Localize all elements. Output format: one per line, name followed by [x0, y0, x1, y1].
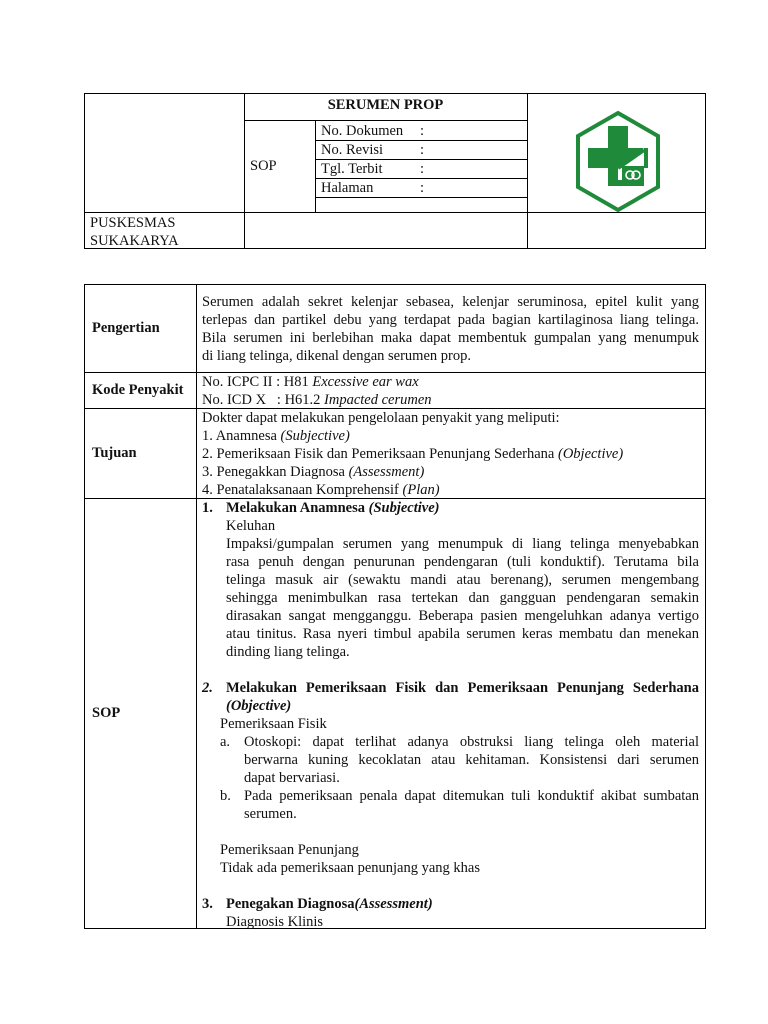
row-label-kode-penyakit: Kode Penyakit — [92, 382, 184, 398]
sop-step-3-sub: Diagnosis Klinis — [226, 914, 324, 930]
sop-label: SOP — [250, 158, 277, 174]
org-name-line1: PUSKESMAS — [90, 215, 176, 231]
sop-step-1-title: 1. Melakukan Anamnesa (Subjective) — [202, 500, 440, 516]
row-label-tujuan: Tujuan — [92, 445, 137, 461]
field-halaman: Halaman — [321, 180, 374, 196]
sop-step-3-title: 3. Penegakan Diagnosa(Assessment) — [202, 896, 433, 912]
pengertian-text: Serumen adalah sekret kelenjar sebasea, kelenjar seruminosa, epitel kulit yang terlepas dan partikel debu yang terdapat pada bagian kartilaginosa liang telinga. Bila serumen ini berlebihan maka dapat membentuk gumpalan yang menumpuk di liang telinga, dikenal dengan serumen prop. — [202, 294, 699, 364]
field-no-revisi: No. Revisi — [321, 142, 384, 158]
field-sep: : — [420, 123, 425, 139]
sop-step-2-item-a: a. Otoskopi: dapat terlihat adanya obstruksi liang telinga oleh material berwarna kuning kecoklatan atau kehitaman. Konsistensi dari serumen dapat bervariasi. — [220, 734, 699, 786]
sop-step-2-body: Pemeriksaan Fisik a. Otoskopi: dapat terlihat adanya obstruksi liang telinga oleh material berwarna kuning kecoklatan atau kehitaman. Konsistensi dari serumen dapat bervariasi. b. Pada pemeriksaan penala dapat ditemukan tuli konduktif akibat sumbatan serumen. Pemeriksaan Penunjang Tidak ada pemeriksaan penunjang yang khas — [220, 716, 699, 876]
field-no-dokumen: No. Dokumen — [321, 123, 404, 139]
row-label-sop: SOP — [92, 705, 121, 721]
sop-table — [84, 284, 706, 929]
tujuan-text: Dokter dapat melakukan pengelolaan penyakit yang meliputi: 1. Anamnesa (Subjective) 2. Pemeriksaan Fisik dan Pemeriksaan Penunjang Sederhana (Objective) 3. Penegakkan Diagnosa (Assessment) 4. Penatalaksanaan Komprehensif (Plan) — [202, 410, 624, 498]
row-label-pengertian: Pengertian — [92, 320, 160, 336]
org-name-line2: SUKAKARYA — [90, 233, 179, 249]
field-sep: : — [420, 180, 425, 196]
sop-step-1-body: Keluhan Impaksi/gumpalan serumen yang menumpuk di liang telinga menyebabkan rasa penuh dengan penurunan pendengaran (tuli konduktif). Terutama bila telinga masuk air (sewaktu mandi atau berenang), serumen mengembang sehingga menimbulkan rasa tertekan dan gangguan pendengaran semakin dirasakan sangat mengganggu. Beberapa pasien mengeluhkan adanya vertigo atau tinitus. Rasa nyeri timbul apabila serumen keras membatu dan menekan dinding liang telinga. — [226, 518, 699, 660]
sop-step-2-title: 2. Melakukan Pemeriksaan Fisik dan Pemeriksaan Penunjang Sederhana (Objective) — [202, 680, 699, 714]
sop-content — [202, 499, 699, 931]
header-table — [84, 93, 706, 249]
field-sep: : — [420, 142, 425, 158]
kode-penyakit-text: No. ICPC II : H81 Excessive ear wax No. ICD X : H61.2 Impacted cerumen — [202, 374, 432, 408]
sop-step-2-item-b: b. Pada pemeriksaan penala dapat ditemukan tuli konduktif akibat sumbatan serumen. — [220, 788, 699, 822]
puskesmas-logo-icon — [572, 110, 664, 213]
field-sep: : — [420, 161, 425, 177]
document-title: SERUMEN PROP — [327, 97, 444, 113]
field-tgl-terbit: Tgl. Terbit — [321, 161, 383, 177]
